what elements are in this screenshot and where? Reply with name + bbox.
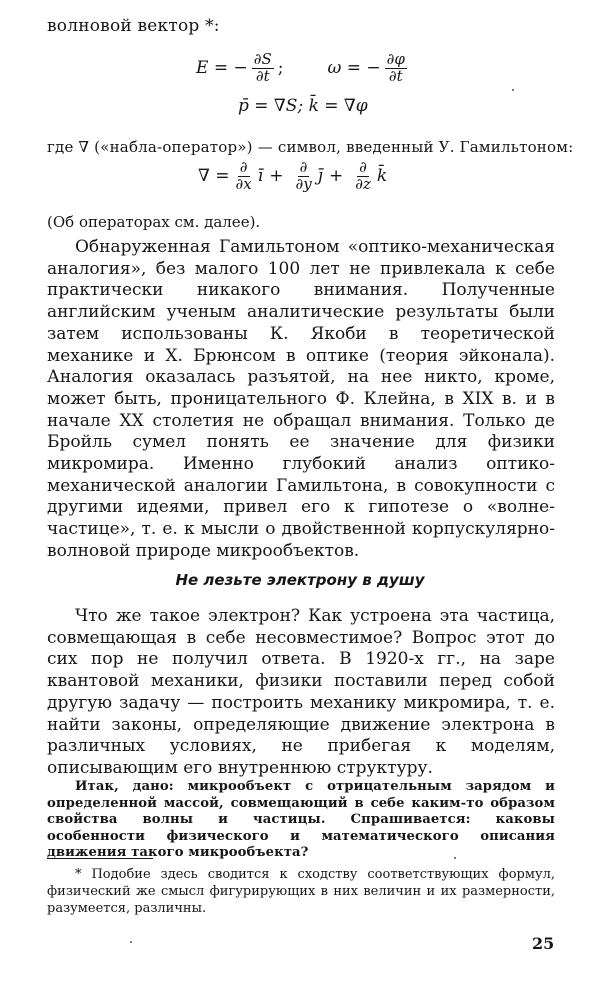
nabla-fraction-x [234,160,254,193]
nabla-denominator-y: ∂y [295,174,312,193]
page-number: 25 [532,934,555,953]
intro-line: волновой вектор *: [47,16,220,36]
nabla-numerator-z: ∂ [359,158,367,176]
plus-sign-1: + [269,166,284,187]
footnote: * Подобие здесь сводится к сходству соответствующих формул, физический же смысл фигурирующих в них величин и их размерности, разумеется, различны. [47,867,555,916]
footnote-divider [47,858,153,859]
unit-vector-k: k̄ [376,166,388,187]
nabla-lhs: ∇ = [198,166,230,187]
section-heading: Не лезьте электрону в душу [175,571,425,589]
nabla-denominator-x: ∂x [235,174,252,193]
energy-numerator: ∂S [253,50,272,68]
task-paragraph: Итак, дано: микрообъект с отрицательным зарядом и определенной массой, совмещающий в себе каким-то образом свойства волны и частицы. Спрашивается: каковы особенности физического и математического описания движения такого микрообъекта? [47,779,555,861]
plus-sign-2: + [328,166,344,187]
unit-vector-i: ī [257,166,264,187]
nabla-numerator-x: ∂ [239,158,248,176]
print-speck [512,89,514,91]
unit-vector-j: j̄ [317,166,323,187]
momentum-equation: p̄ = ∇S; k̄ = ∇φ [238,96,368,116]
nabla-fraction-z [353,160,373,193]
omega-denominator: ∂t [388,66,403,85]
paragraph-electron-question: Что же такое электрон? Как устроена эта частица, совмещающая в себе несовместимое? Вопрос этот до сих пор не получил ответа. В 1920-х гг., на заре квантовой механики, физики поставили перед собой другую задачу — построить механику микромира, т. е. найти законы, определяющие движение электрона в различных условиях, не прибегая к моделям, описывающим его внутреннюю структуру. [47,606,555,778]
formula-nabla [198,160,387,193]
energy-lhs: E = − [196,58,248,79]
print-speck [130,941,132,943]
energy-fraction [252,52,274,85]
omega-lhs: ω = − [327,58,381,79]
operators-note: (Об операторах см. далее). [47,213,261,231]
energy-denominator: ∂t [255,66,270,85]
formula-energy-frequency [196,52,411,85]
nabla-numerator-y: ∂ [299,158,308,176]
nabla-fraction-y [293,160,313,193]
paragraph-hamilton-analogy: Обнаруженная Гамильтоном «оптико-механическая аналогия», без малого 100 лет не привлекала к себе практически никакого внимания. Полученные английским ученым аналитические результаты были затем использованы К. Якоби в теоретической механике и Х. Брюнсом в оптике (теория эйконала). Аналогия оказалась разъятой, на нее никто, кроме, может быть, проницательного Ф. Клейна, в XIX в. и в начале XX столетия не обращал внимания. Только де Бройль сумел понять ее значение для физики микромира. Именно глубокий анализ оптико-механической аналогии Гамильтона, в совокупности с другими идеями, привел его к гипотезе о «волне-частице», т. е. к мысли о двойственной корпускулярно-волновой природе микрообъектов. [47,237,555,561]
nabla-denominator-z: ∂z [355,174,371,193]
nabla-note: где ∇ («набла-оператор») — символ, введенный У. Гамильтоном: [47,138,574,156]
omega-numerator: ∂φ [386,50,405,68]
energy-tail: ; [277,58,284,79]
print-speck [454,857,456,859]
formula-momentum [238,96,368,116]
omega-fraction [385,52,407,85]
